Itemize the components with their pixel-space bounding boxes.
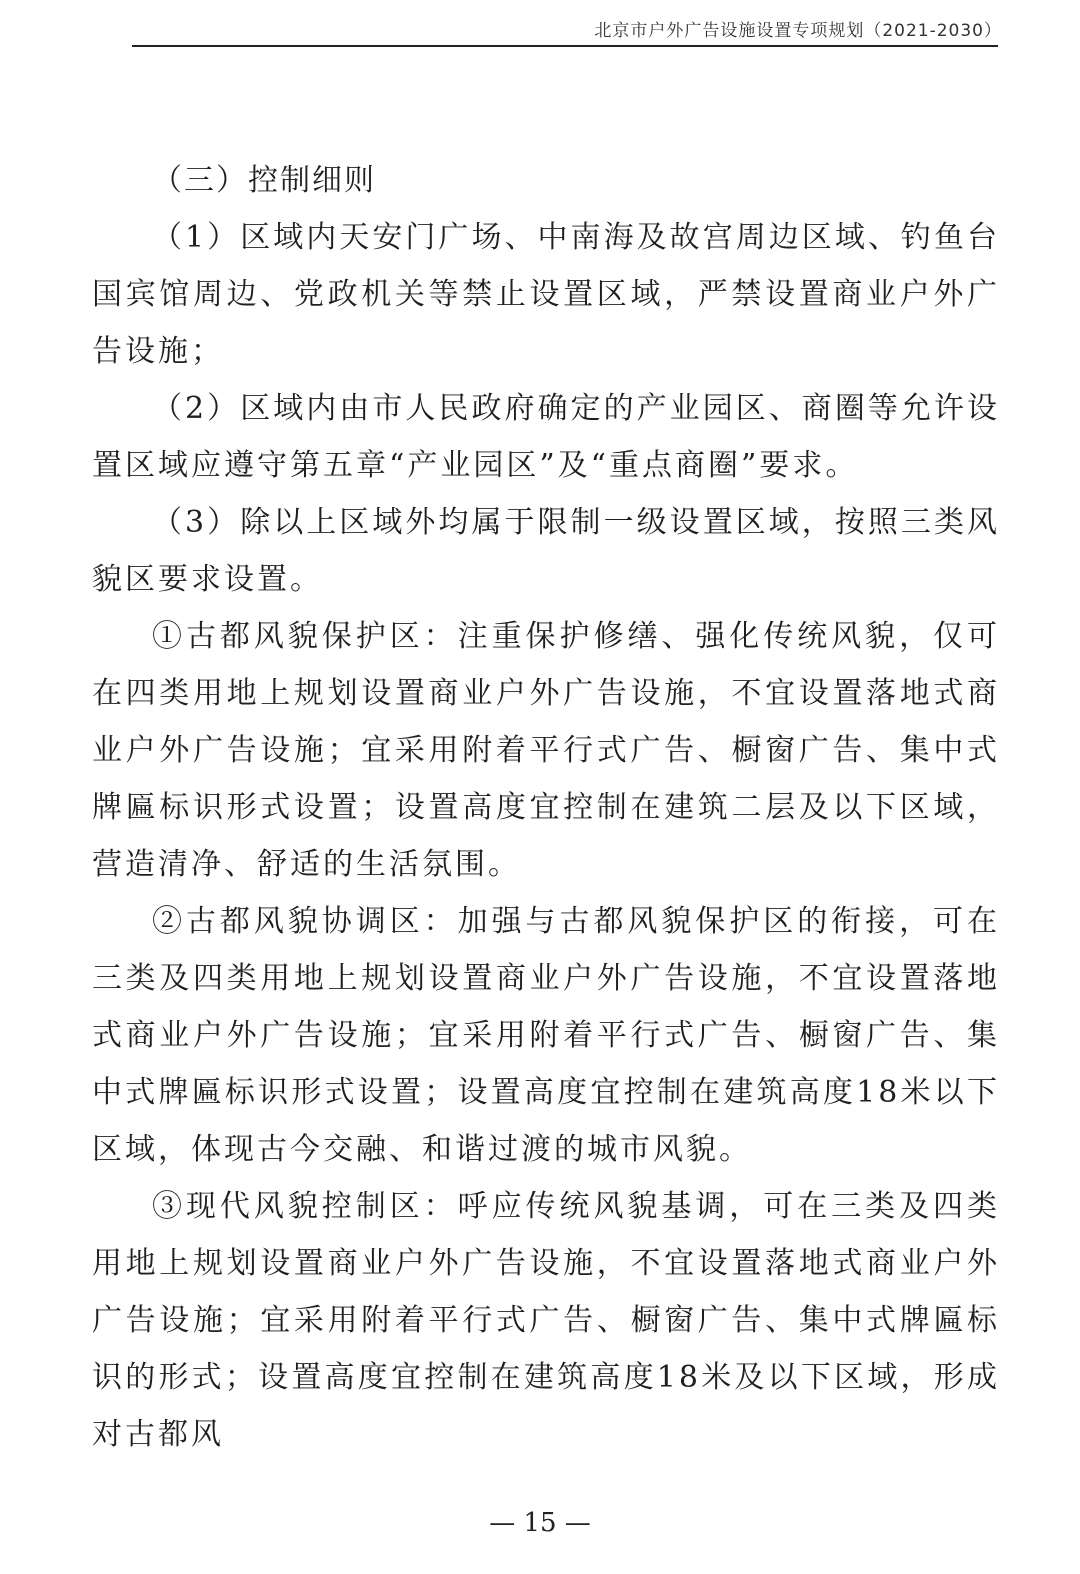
running-header-title: 北京市户外广告设施设置专项规划（2021-2030） [594, 21, 1002, 41]
header-divider [132, 45, 998, 47]
section-heading: （三）控制细则 [152, 163, 376, 198]
paragraph-modern-control-zone: ③现代风貌控制区：呼应传统风貌基调，可在三类及四类用地上规划设置商业户外广告设施，不宜设置落地式商业户外广告设施；宜采用附着平行式广告、橱窗广告、集中式牌匾标识的形式；设置高度宜控制在建筑高度18米及以下区域，形成对古都风 [92, 1189, 1000, 1452]
document-body [92, 152, 1000, 1463]
paragraph-item-3: （3）除以上区域外均属于限制一级设置区域，按照三类风貌区要求设置。 [92, 505, 1000, 597]
paragraph-heritage-coordination-zone: ②古都风貌协调区：加强与古都风貌保护区的衔接，可在三类及四类用地上规划设置商业户外广告设施，不宜设置落地式商业户外广告设施；宜采用附着平行式广告、橱窗广告、集中式牌匾标识形式设置；设置高度宜控制在建筑高度18米以下区域，体现古今交融、和谐过渡的城市风貌。 [92, 904, 1000, 1167]
paragraph-item-2: （2）区域内由市人民政府确定的产业园区、商圈等允许设置区域应遵守第五章“产业园区”及“重点商圈”要求。 [92, 391, 1000, 483]
paragraph-heritage-protection-zone: ①古都风貌保护区：注重保护修缮、强化传统风貌，仅可在四类用地上规划设置商业户外广告设施，不宜设置落地式商业户外广告设施；宜采用附着平行式广告、橱窗广告、集中式牌匾标识形式设置；设置高度宜控制在建筑二层及以下区域，营造清净、舒适的生活氛围。 [92, 619, 1000, 882]
page-number: — 15 — [489, 1508, 591, 1538]
paragraph-item-1: （1）区域内天安门广场、中南海及故宫周边区域、钓鱼台国宾馆周边、党政机关等禁止设置区域，严禁设置商业户外广告设施； [92, 220, 1000, 369]
